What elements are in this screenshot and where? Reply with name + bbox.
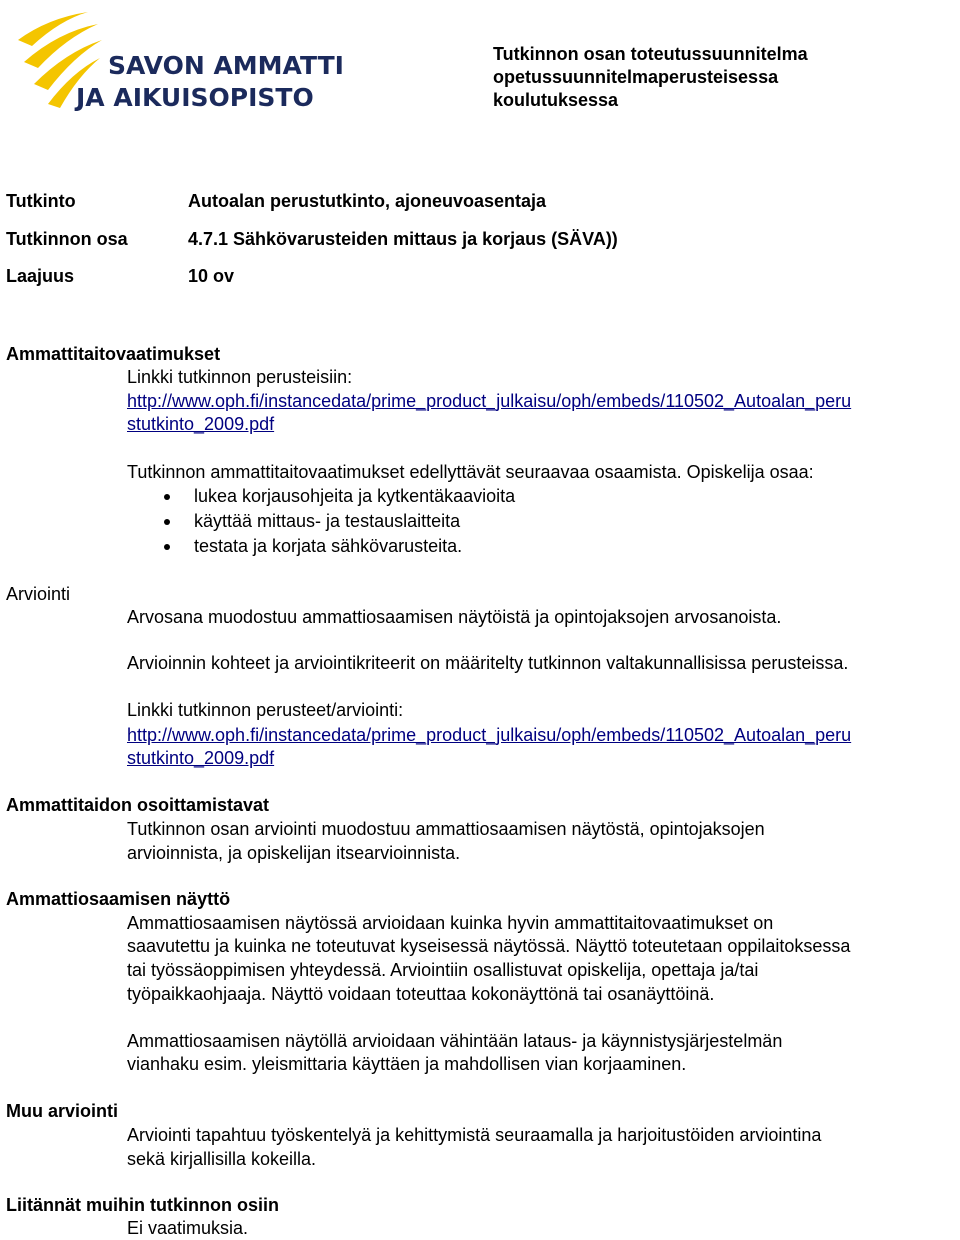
skills-list: [160, 484, 515, 559]
naytto-line: Ammattiosaamisen näytöllä arvioidaan vähintään lataus- ja käynnistysjärjestelmän: [127, 1031, 783, 1051]
liitannat-heading: Liitännät muihin tutkinnon osiin: [6, 1195, 279, 1215]
bullet-icon: [164, 494, 170, 500]
perusteet-link-label: Linkki tutkinnon perusteisiin:: [127, 367, 353, 387]
muu-arviointi-heading: Muu arviointi: [6, 1101, 118, 1121]
osoittamistavat-line: Tutkinnon osan arviointi muodostuu ammattiosaamisen näytöstä, opintojaksojen: [127, 819, 765, 839]
naytto-line: Ammattiosaamisen näytössä arvioidaan kuinka hyvin ammattitaitovaatimukset on: [127, 913, 774, 933]
perusteet-link-line1[interactable]: http://www.oph.fi/instancedata/prime_product_julkaisu/oph/embeds/110502_Autoalan_peru: [127, 391, 852, 411]
tutkinnon-osa-value: 4.7.1 Sähkövarusteiden mittaus ja korjaus (SÄVA)): [188, 229, 618, 249]
bullet-icon: [164, 519, 170, 525]
logo-text-line1: SAVON AMMATTI-: [108, 51, 344, 80]
muu-arviointi-line: sekä kirjallisilla kokeilla.: [127, 1149, 317, 1169]
laajuus-label: Laajuus: [6, 266, 75, 286]
arviointi-link-label: Linkki tutkinnon perusteet/arviointi:: [127, 700, 404, 720]
list-item-text: käyttää mittaus- ja testauslaitteita: [194, 511, 461, 531]
osoittamistavat-line: arvioinnista, ja opiskelijan itsearvioinnista.: [127, 843, 461, 863]
osoittamistavat-heading: Ammattitaidon osoittamistavat: [6, 795, 270, 815]
doc-title-line1: Tutkinnon osan toteutussuunnitelma: [493, 44, 808, 64]
naytto-line: työpaikkaohjaaja. Näyttö voidaan toteuttaa kokonäyttönä tai osanäyttöinä.: [127, 984, 715, 1004]
perusteet-link-line2[interactable]: stutkinto_2009.pdf: [127, 414, 275, 434]
arviointi-link-line1[interactable]: http://www.oph.fi/instancedata/prime_product_julkaisu/oph/embeds/110502_Autoalan_peru: [127, 725, 852, 745]
list-item-text: testata ja korjata sähkövarusteita.: [194, 536, 463, 556]
doc-title-line2: opetussuunnitelmaperusteisessa: [493, 67, 779, 87]
naytto-line: vianhaku esim. yleismittaria käyttäen ja mahdollisen vian korjaaminen.: [127, 1054, 687, 1074]
tutkinto-value: Autoalan perustutkinto, ajoneuvoasentaja: [188, 191, 547, 211]
arviointi-link-line2[interactable]: stutkinto_2009.pdf: [127, 748, 275, 768]
naytto-line: saavutettu ja kuinka ne toteutuvat kyseisessä näytössä. Näyttö toteutetaan oppilaitoksessa: [127, 936, 851, 956]
bullet-icon: [164, 544, 170, 550]
laajuus-value: 10 ov: [188, 266, 235, 286]
list-item: [160, 509, 515, 534]
doc-title-line3: koulutuksessa: [493, 90, 619, 110]
logo-text-line2: JA AIKUISOPISTO: [76, 83, 314, 112]
arviointi-label: Arviointi: [6, 584, 71, 604]
tutkinto-label: Tutkinto: [6, 191, 76, 211]
naytto-line: tai työssäoppimisen yhteydessä. Arviointiin osallistuvat opiskelija, opettaja ja/tai: [127, 960, 759, 980]
logo-flame-icon: [14, 6, 344, 114]
naytto-heading: Ammattiosaamisen näyttö: [6, 889, 231, 909]
savon-ammatti-logo: [14, 6, 344, 114]
arviointi-paragraph-1: Arvosana muodostuu ammattiosaamisen näytöistä ja opintojaksojen arvosanoista.: [127, 607, 782, 627]
list-item-text: lukea korjausohjeita ja kytkentäkaavioita: [194, 486, 516, 506]
arviointi-paragraph-2: Arvioinnin kohteet ja arviointikriteerit on määritelty tutkinnon valtakunnallisissa perusteissa.: [127, 653, 849, 673]
ammattitaitovaatimukset-heading: Ammattitaitovaatimukset: [6, 344, 221, 364]
list-item: [160, 484, 515, 509]
list-item: [160, 534, 515, 559]
tutkinnon-osa-label: Tutkinnon osa: [6, 229, 128, 249]
liitannat-text: Ei vaatimuksia.: [127, 1218, 249, 1238]
arviointi-intro: Tutkinnon ammattitaitovaatimukset edellyttävät seuraavaa osaamista. Opiskelija osaa:: [127, 462, 814, 482]
muu-arviointi-line: Arviointi tapahtuu työskentelyä ja kehittymistä seuraamalla ja harjoitustöiden arviointina: [127, 1125, 822, 1145]
